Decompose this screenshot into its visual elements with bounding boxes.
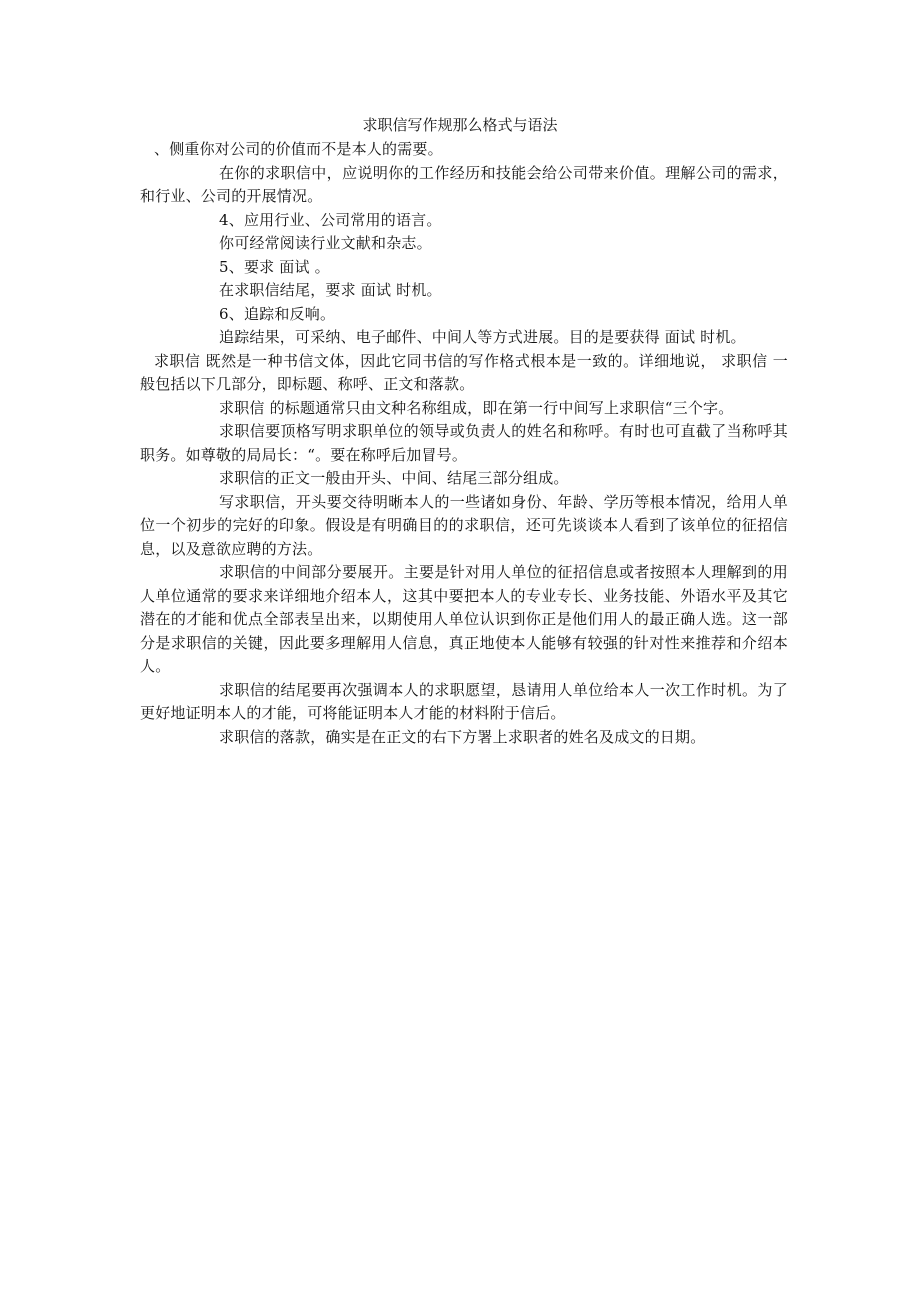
paragraph: 求职信的正文一般由开头、中间、结尾三部分组成。 [219,469,569,487]
paragraph: 求职信要顶格写明求职单位的领导或负责人的姓名和称呼。有时也可直截了当称呼其职务。如尊敬的局局长：“。要在称呼后加冒号。 [140,422,788,464]
paragraph: 写求职信，开头要交待明晰本人的一些诸如身份、年龄、学历等根本情况，给用人单位一个初步的完好的印象。假设是有明确目的的求职信，还可先谈谈本人看到了该单位的征招信息，以及意欲应聘的方法。 [140,492,788,558]
paragraph: 5、要求 面试 。 [219,257,330,276]
paragraph: 追踪结果，可采纳、电子邮件、中间人等方式进展。目的是要获得 面试 时机。 [219,328,746,346]
paragraph: 求职信的结尾要再次强调本人的求职愿望，恳请用人单位给本人一次工作时机。为了更好地证明本人的才能，可将能证明本人才能的材料附于信后。 [140,680,788,722]
paragraph: 、侧重你对公司的价值而不是本人的需要。 [154,140,443,158]
document-body [140,138,788,749]
paragraph: 你可经常阅读行业文献和杂志。 [219,234,432,252]
document-title: 求职信写作规那么格式与语法 [362,116,558,134]
paragraph: 在求职信结尾，要求 面试 时机。 [219,281,442,299]
paragraph: 求职信 的标题通常只由文种名称组成，即在第一行中间写上求职信“三个字。 [219,398,734,417]
paragraph: 6、追踪和反响。 [219,304,336,323]
paragraph: 在你的求职信中，应说明你的工作经历和技能会给公司带来价值。理解公司的需求，和行业、公司的开展情况。 [140,163,788,205]
paragraph: 4、应用行业、公司常用的语言。 [219,210,442,229]
paragraph: 求职信的中间部分要展开。主要是针对用人单位的征招信息或者按照本人理解到的用人单位通常的要求来详细地介绍本人，这其中要把本人的专业专长、业务技能、外语水平及其它潜在的才能和优点全部表呈出来，以期使用人单位认识到你正是他们用人的最正确人选。这一部分是求职信的关键，因此要多理解用人信息，真正地使本人能够有较强的针对性来推荐和介绍本人。 [140,563,788,675]
paragraph: 求职信 既然是一种书信文体，因此它同书信的写作格式根本是一致的。详细地说， 求职信 一般包括以下几部分，即标题、称呼、正文和落款。 [140,351,788,393]
paragraph: 求职信的落款，确实是在正文的右下方署上求职者的姓名及成文的日期。 [219,727,706,746]
